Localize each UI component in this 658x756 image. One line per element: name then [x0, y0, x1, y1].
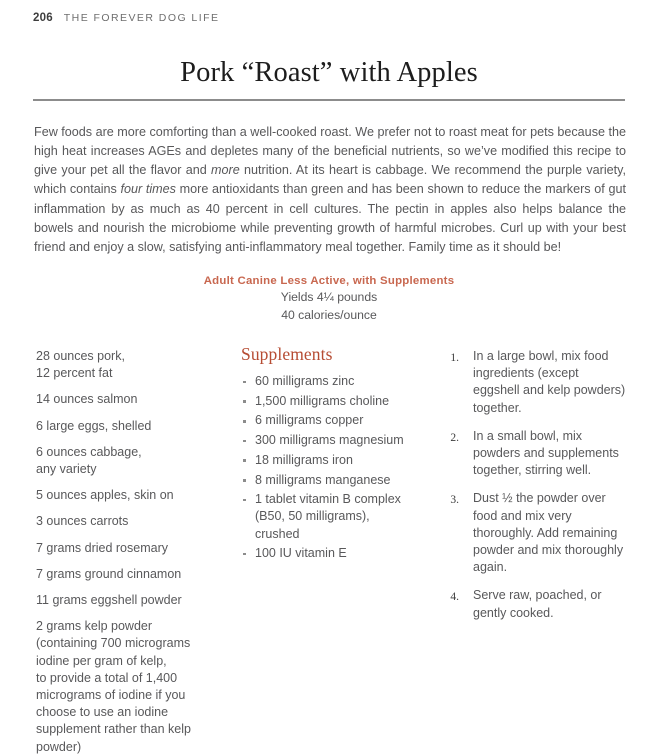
step-text: In a large bowl, mix food ingredients (except eggshell and kelp powders) together. [473, 349, 626, 415]
supplement-item: 8 milligrams manganese [241, 472, 431, 489]
ingredients-column [36, 348, 226, 756]
supplement-item: 60 milligrams zinc [241, 373, 431, 390]
book-title: THE FOREVER DOG LIFE [63, 12, 220, 24]
supplement-item: 6 milligrams copper [241, 412, 431, 429]
ingredient-item: 6 ounces cabbage, any variety [36, 444, 142, 477]
diet-profile: Adult Canine Less Active, with Supplements [203, 275, 455, 287]
instructions-list [437, 348, 627, 622]
step-number: 2. [450, 431, 459, 444]
recipe-meta [33, 274, 625, 324]
title-divider [33, 99, 625, 101]
ingredient-item: 5 ounces apples, skin on [36, 488, 174, 503]
instruction-step [437, 587, 627, 621]
ingredient-item: 7 grams ground cinnamon [36, 566, 182, 581]
yield-line: Yields 4¼ pounds [280, 290, 378, 304]
running-head [33, 12, 219, 24]
supplement-item: 18 milligrams iron [241, 452, 431, 469]
step-text: Serve raw, poached, or gently cooked. [473, 588, 602, 620]
ingredient-item: 11 grams eggshell powder [36, 593, 182, 608]
supplement-item: 1,500 milligrams choline [241, 393, 431, 410]
intro-text-1: Few foods are more comforting than a well-cooked roast. We prefer not to roast meat for pets because the high heat increases AGEs and depletes many of the beneficial nutrients, so we’ve modified this recipe to give your pet all the flavor and [34, 124, 626, 178]
instruction-step [437, 348, 627, 417]
instruction-step [437, 490, 627, 576]
ingredient-item: 3 ounces carrots [36, 514, 129, 529]
step-number: 4. [450, 591, 459, 604]
recipe-columns [0, 344, 658, 754]
supplement-item: 1 tablet vitamin B complex (B50, 50 milligrams), crushed [241, 491, 431, 543]
supplements-column [241, 344, 431, 565]
intro-emphasis-1: more [211, 163, 240, 178]
ingredient-item: 28 ounces pork, 12 percent fat [36, 349, 125, 381]
step-number: 3. [450, 494, 459, 507]
step-text: In a small bowl, mix powders and supplements together, stirring well. [473, 428, 619, 478]
intro-emphasis-2: four times [120, 182, 176, 197]
page-title: Pork “Roast” with Apples [180, 57, 478, 88]
ingredient-item: 14 ounces salmon [36, 392, 138, 407]
instructions-column [437, 348, 627, 633]
supplements-list [241, 373, 431, 563]
ingredient-item: 7 grams dried rosemary [36, 540, 168, 555]
instruction-step [437, 428, 627, 480]
intro-paragraph [34, 123, 626, 258]
step-text: Dust ½ the powder over food and mix very thoroughly. Add remaining powder and mix thoroughly again. [473, 491, 624, 575]
intro-text-3: more antioxidants than green and has been shown to reduce the markers of gut inflammation by as much as 40 percent in cell cultures. The pectin in apples also helps balance the bowels and nourish the microbiome while preventing growth of harmful microbes. Curl up with your best friend and enjoy a slow, satisfying anti-inflammatory meal together. Family time as it should be! [34, 182, 626, 255]
calories-line: 40 calories/ounce [281, 307, 377, 322]
ingredient-item: 2 grams kelp powder (containing 700 micrograms iodine per gram of kelp, to provide a total of 1,400 micrograms of iodine if you choose to use an iodine supplement rather than kelp powder) [36, 619, 191, 754]
ingredient-item: 6 large eggs, shelled [36, 418, 152, 433]
step-number: 1. [450, 352, 459, 364]
supplement-item: 300 milligrams magnesium [241, 432, 431, 449]
supplement-item: 100 IU vitamin E [241, 545, 431, 562]
intro-text-2: nutrition. At its heart is cabbage. We recommend the purple variety, which contains [34, 163, 626, 197]
supplements-heading: Supplements [241, 344, 333, 364]
page-number: 206 [33, 12, 53, 24]
